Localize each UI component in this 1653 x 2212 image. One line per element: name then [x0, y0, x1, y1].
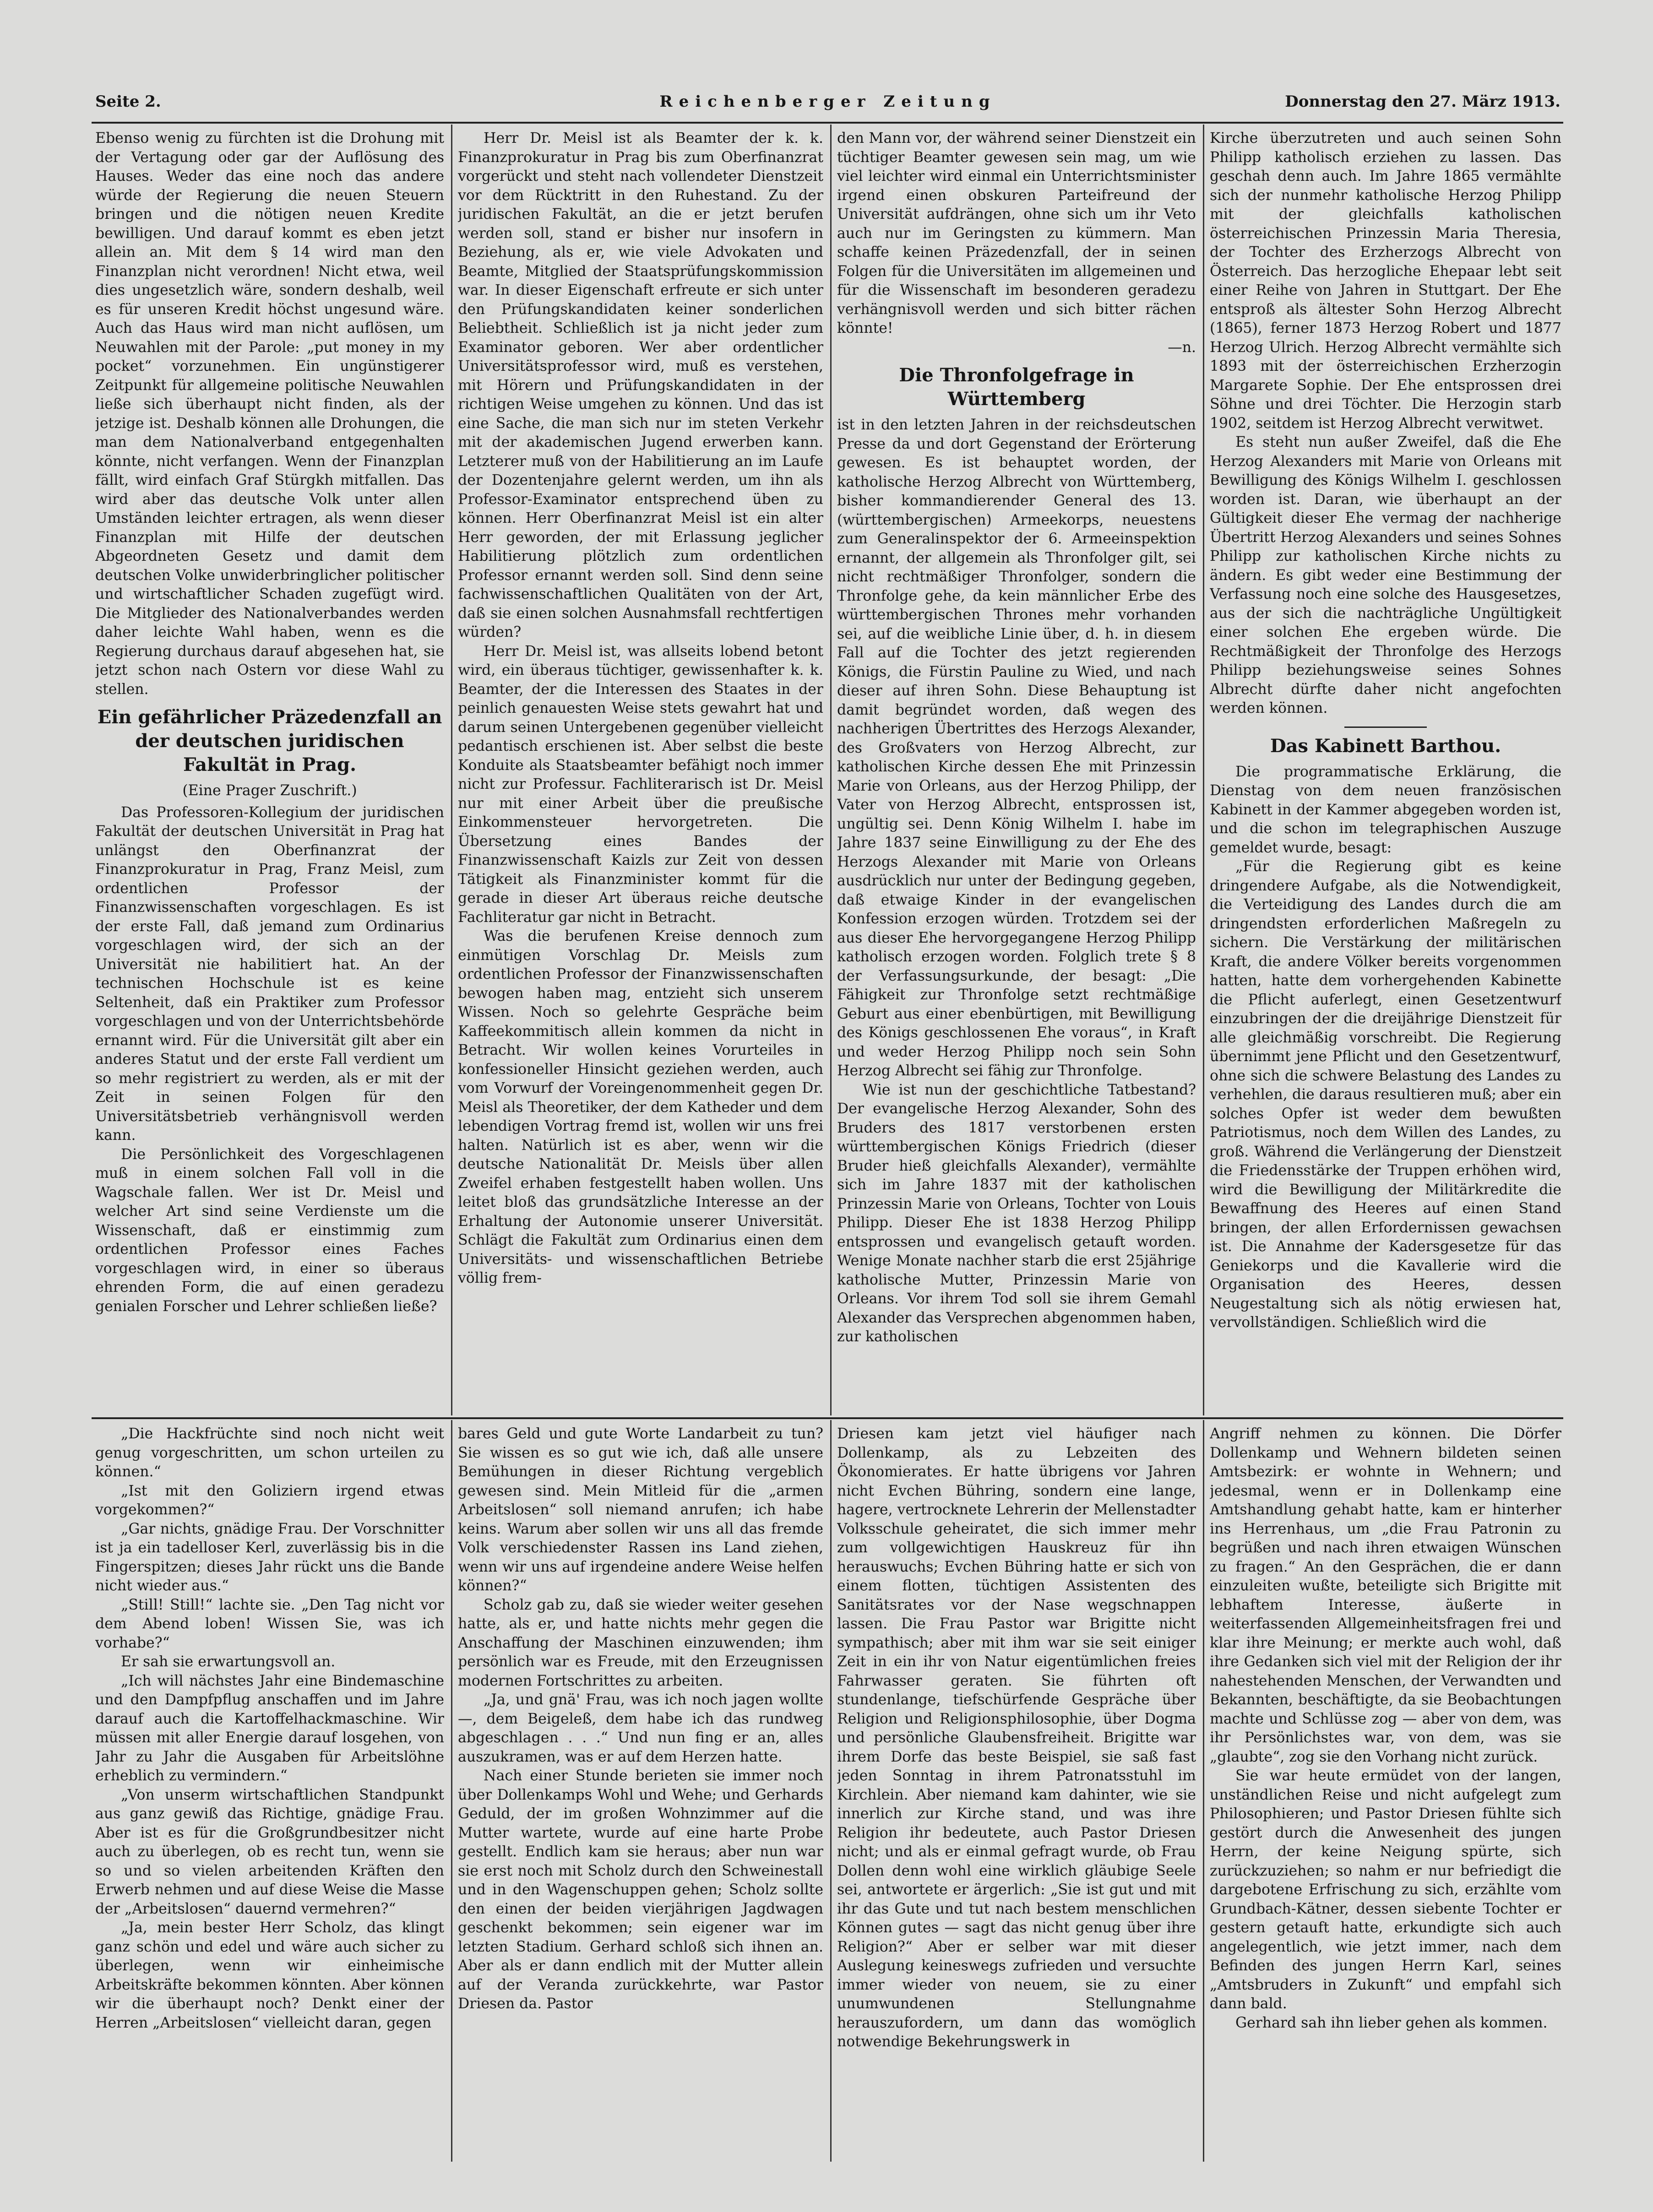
- paragraph: Die Persönlichkeit des Vorgeschlagenen muß in einem solchen Fall voll in die Wagschale fallen. Wer ist Dr. Meisl und welcher Art sind seine Verdienste um die Wissenschaft, daß er einstimmig zum ordentlichen Professor eines Faches vorgeschlagen wird, in einer so überaus ehrenden Form, die auf einen geradezu genialen Forscher und Lehrer schließen ließe?: [95, 1146, 444, 1315]
- paragraph: Ebenso wenig zu fürchten ist die Drohung mit der Vertagung oder gar der Auflösung des Hauses. Weder das eine noch das andere würde der Regierung die neuen Steuern bringen und die nötigen neuen Kredite bewilligen. Und darauf kommt es eben jetzt allein an. Mit dem § 14 wird man den Finanzplan nicht verordnen! Nicht etwa, weil dies ungesetzlich wäre, sondern deshalb, weil es für unseren Kredit höchst ungesund wäre. Auch das Haus wird man nicht auflösen, um Neuwahlen mit der Parole: „put money in my pocket“ vorzunehmen. Ein ungünstigerer Zeitpunkt für allgemeine politische Neuwahlen ließe sich überhaupt nicht finden, als der jetzige ist. Deshalb können alle Drohungen, die man dem Nationalverband entgegenhalten könnte, nicht verfangen. Wenn der Finanzplan fällt, wird einfach Graf Stürgkh mitfallen. Das wird aber das deutsche Volk unter allen Umständen leichter ertragen, als wenn dieser Finanzplan mit Hilfe der deutschen Abgeordneten Gesetz und damit dem deutschen Volke unwiderbringlicher politischer und wirtschaftlicher Schaden zugefügt wird. Die Mitglieder des Nationalverbandes werden daher leichte Wahl haben, wenn es die Regierung durchaus darauf abgesehen hat, sie jetzt schon nach Ostern vor diese Wahl zu stellen.: [95, 130, 444, 698]
- paragraph: „Still! Still!“ lachte sie. „Den Tag nicht vor dem Abend loben! Wissen Sie, was ich vorhabe?“: [95, 1596, 444, 1651]
- paragraph: Er sah sie erwartungsvoll an.: [121, 1654, 336, 1670]
- article-column-2: [458, 129, 823, 1414]
- paragraph: „Ist mit den Goliziern irgend etwas vorgekommen?“: [95, 1482, 444, 1518]
- section-rule: [1344, 726, 1427, 728]
- feuilleton-column-2: [458, 1425, 823, 2157]
- paragraph: Die programmatische Erklärung, die Dienstag von dem neuen französischen Kabinett in der Kammer abgegeben worden ist, und die schon im telegraphischen Auszuge gemeldet wurde, besagt:: [1210, 763, 1561, 856]
- paragraph: Driesen kam jetzt viel häufiger nach Dollenkamp, als zu Lebzeiten des Ökonomierates. Er hatte übrigens vor Jahren nicht Evchen Bühring, sondern eine lange, hagere, vertrocknete Lehrerin der Mellenstadter Volksschule geheiratet, die sich immer mehr zum vollgewichtigen Hauskreuz für ihn herauswuchs; Evchen Bühring hatte er sich von einem flotten, tüchtigen Assistenten des Sanitätsrates vor der Nase wegschnappen lassen. Die Frau Pastor war Brigitte nicht sympathisch; aber mit ihm war sie seit einiger Zeit in ein ihr von Natur eigentümlichen freies Fahrwasser geraten. Sie führten oft stundenlange, tiefschürfende Gespräche über Religion und Religionsphilosophie, über Dogma und persönliche Glaubensfreiheit. Brigitte war ihrem Dorfe das beste Beispiel, sie saß fast jeden Sonntag in ihrem Patronatsstuhl im Kirchlein. Aber niemand kam dahinter, wie sie innerlich zur Kirche stand, und was ihre Religion ihr bedeutete, auch Pastor Driesen nicht; und als er einmal gefragt wurde, ob Frau Dollen denn wohl eine wirklich gläubige Seele sei, antwortete er ärgerlich: „Sie ist gut und mit ihr das Gute und tut nach bestem menschlichen Können gutes — sagt das nicht genug über ihre Religion?“ Aber er selber war mit dieser Auslegung keineswegs zufrieden und versuchte immer wieder von neuem, sie zu einer unumwundenen Stellungnahme herauszufordern, um dann das womöglich notwendige Bekehrungswerk in: [837, 1426, 1196, 2050]
- header-rule: [92, 122, 1563, 124]
- paragraph: „Ich will nächstes Jahr eine Bindemaschine und den Dampfpflug anschaffen und im Jahre darauf auch die Kartoffelhackmaschine. Wir müssen mit aller Energie darauf losgehen, von Jahr zu Jahr die Ausgaben für Arbeitslöhne erheblich zu vermindern.“: [95, 1672, 444, 1784]
- paragraph: „Für die Regierung gibt es keine dringendere Aufgabe, als die Notwendigkeit, die Verteidigung des Landes durch die am dringendsten erforderlichen Maßregeln zu sichern. Die Verstärkung der militärischen Kraft, die andere Völker bereits vorgenommen hatten, hatte dem vorhergehenden Kabinette die Pflicht auferlegt, einen Gesetzentwurf einzubringen der die dreijährige Dienstzeit für alle gleichmäßig vorschreibt. Die Regierung übernimmt jene Pflicht und den Gesetzentwurf, ohne sich die schwere Belastung des Landes zu verhehlen, die daraus resultieren muß; aber ein solches Opfer ist weder dem bewußten Patriotismus, noch dem Willen des Landes, zu groß. Während die Verlängerung der Dienstzeit die Friedensstärke der Truppen erhöhen wird, wird die Bewilligung der Militärkredite die Bewaffnung des Heeres auf einen Stand bringen, der allen Erfordernissen gewachsen ist. Die Annahme der Kadersgesetze für das Geniekorps und die Kavallerie wird die Organisation des Heeres, dessen Neugestaltung sich als nötig erwiesen hat, vervollständigen. Schließlich wird die: [1210, 858, 1561, 1331]
- newspaper-title: Reichenberger Zeitung: [659, 92, 996, 111]
- paragraph: „Von unserm wirtschaftlichen Standpunkt aus ganz gewiß das Richtige, gnädige Frau. Aber ist es für die Großgrundbesitzer nicht auch zu überlegen, ob es recht tun, wenn sie so und so vielen arbeitenden Kräften den Erwerb nehmen und auf diese Weise die Masse der „Arbeitslosen“ dauernd vermehren?“: [95, 1786, 444, 1917]
- feuilleton-column-3: [837, 1425, 1196, 2157]
- paragraph: Was die berufenen Kreise dennoch zum einmütigen Vorschlag Dr. Meisls zum ordentlichen Professor der Finanzwissenschaften bewogen haben mag, entzieht sich unserem Wissen. Noch so gelehrte Gespräche beim Kaffeekommitisch allein kommen da nicht in Betracht. Wir wollen keines Vorurteiles in konfessioneller Hinsicht geziehen werden, auch vom Vorwurf der Voreingenommenheit gegen Dr. Meisl als Theoretiker, der dem Katheder und dem lebendigen Vortrag fremd ist, wollen wir uns frei halten. Natürlich ist es aber, wenn wir die deutsche Nationalität Dr. Meisls über allen Zweifel erhaben festgestellt haben wollen. Uns leitet bloß das grundsätzliche Interesse an der Erhaltung der Autonomie unserer Universität. Schlägt die Fakultät zum Ordinarius einen dem Universitäts- und wissenschaftlichen Betriebe völlig frem-: [458, 928, 823, 1286]
- article-column-1: [95, 129, 444, 1414]
- feuilleton-column-4: [1210, 1425, 1561, 2157]
- paragraph: Scholz gab zu, daß sie wieder weiter gesehen hatte, als er, und hatte nichts mehr gegen die Anschaffung der Maschinen einzuwenden; ihm persönlich war es Freude, mit den Erzeugnissen modernen Fortschrittes zu arbeiten.: [458, 1596, 823, 1689]
- paragraph: Nach einer Stunde berieten sie immer noch über Dollenkamps Wohl und Wehe; und Gerhards Geduld, der im großen Wohnzimmer auf die Mutter wartete, wurde auf eine harte Probe gestellt. Endlich kam sie heraus; aber nun war sie erst noch mit Scholz durch den Schweinestall und in den Wagenschuppen gehen; Scholz sollte den einen der beiden vierjährigen Jagdwagen geschenkt bekommen; sein eigener war im letzten Stadium. Gerhard schloß sich ihnen an. Aber als er dann endlich mit der Mutter allein auf der Veranda zurückkehrte, war Pastor Driesen da. Pastor: [458, 1767, 823, 2012]
- feuilleton-column-1: [95, 1425, 444, 2157]
- column-divider: [830, 1420, 832, 2162]
- paragraph: Kirche überzutreten und auch seinen Sohn Philipp katholisch erziehen zu lassen. Das geschah denn auch. Im Jahre 1865 vermählte sich der nunmehr katholische Herzog Philipp mit der gleichfalls katholischen österreichischen Prinzessin Maria Theresia, der Tochter des Erzherzogs Albrecht von Österreich. Das herzogliche Ehepaar lebt seit einer Reihe von Jahren in Stuttgart. Der Ehe entsproß als ältester Sohn Herzog Albrecht (1865), ferner 1873 Herzog Robert und 1877 Herzog Ulrich. Herzog Albrecht vermählte sich 1893 mit der österreichischen Erzherzogin Margarete Sophie. Der Ehe entsprossen drei Söhne und drei Töchter. Die Herzogin starb 1902, seitdem ist Herzog Albrecht verwitwet.: [1210, 130, 1561, 432]
- column-divider: [830, 125, 832, 1415]
- article-column-3: [837, 129, 1196, 1414]
- article-title: Das Kabinett Barthou.: [1270, 735, 1501, 757]
- paragraph: Sie war heute ermüdet von der langen, unständlichen Reise und nicht aufgelegt zum Philosophieren; und Pastor Driesen fühlte sich gestört durch die Anwesenheit des jungen Herrn, der keine Neigung spürte, sich zurückzuziehen; so nahm er nur befriedigt die dargebotene Erfrischung zu sich, erzählte vom Grundbach-Kätner, dessen siebente Tochter er gestern getauft hatte, erkundigte sich auch angelegentlich, wie jetzt immer, nach dem Befinden des jungen Herrn Karl, seines „Amtsbruders in Zukunft“ und empfahl sich dann bald.: [1210, 1767, 1561, 2012]
- paragraph: ist in den letzten Jahren in der reichsdeutschen Presse da und dort Gegenstand der Erörterung gewesen. Es ist behauptet worden, der katholische Herzog Albrecht von Württemberg, bisher kommandierender General des 13. (württembergischen) Armeekorps, neuestens zum Generalinspektor der 6. Armeeinspektion ernannt, der allgemein als Thronfolger gilt, sei nicht rechtmäßiger Thronfolger, sondern die Thronfolge gehe, da kein männlicher Erbe des württembergischen Thrones mehr vorhanden sei, auf die weibliche Linie über, d. h. in diesem Fall auf die Tochter des jetzt regierenden Königs, die Fürstin Pauline zu Wied, und nach dieser auf ihren Sohn. Diese Behauptung ist damit begründet worden, daß wegen des nachherigen Übertrittes des Herzogs Alexander, des Großvaters von Herzog Albrecht, zur katholischen Kirche dessen Ehe mit Prinzessin Marie von Orleans, aus der Herzog Philipp, der Vater von Herzog Albrecht, entsprossen ist, ungültig sei. Denn König Wilhelm I. habe im Jahre 1837 seine Einwilligung zu der Ehe des Herzogs Alexander mit Marie von Orleans ausdrücklich nur unter der Bedingung gegeben, daß etwaige Kinder in der evangelischen Konfession erzogen würden. Trotzdem sei der aus dieser Ehe hervorgegangene Herzog Philipp katholisch erzogen worden. Folglich trete § 8 der Verfassungsurkunde, der besagt: „Die Fähigkeit zur Thronfolge setzt rechtmäßige Geburt aus einer ebenbürtigen, mit Bewilligung des Königs geschlossenen Ehe voraus“, in Kraft und weder Herzog Philipp noch sein Sohn Herzog Albrecht sei fähig zur Thronfolge.: [837, 417, 1196, 1079]
- issue-date: Donnerstag den 27. März 1913.: [1285, 92, 1561, 111]
- paragraph: den Mann vor, der während seiner Dienstzeit ein tüchtiger Beamter gewesen sein mag, um wie viel leichter wird einmal ein Unterrichtsminister irgend einen obskuren Parteifreund der Universität aufdrängen, ohne sich um ihr Veto auch nur im Geringsten zu kümmern. Man schaffe keinen Präzedenzfall, der in seinen Folgen für die Universitäten im allgemeinen und für die Wissenschaft im besonderen geradezu verhängnisvoll werden und sich bitter rächen könnte!: [837, 130, 1196, 336]
- paragraph: Wie ist nun der geschichtliche Tatbestand? Der evangelische Herzog Alexander, Sohn des Bruders des 1817 verstorbenen ersten württembergischen Königs Friedrich (dieser Bruder hieß gleichfalls Alexander), vermählte sich im Jahre 1837 mit der katholischen Prinzessin Marie von Orleans, Tochter von Louis Philipp. Dieser Ehe ist 1838 Herzog Philipp entsprossen und evangelisch getauft worden. Wenige Monate nachher starb die erst 25jährige katholische Mutter, Prinzessin Marie von Orleans. Vor ihrem Tod soll sie ihrem Gemahl Alexander das Versprechen abgenommen haben, zur katholischen: [837, 1081, 1196, 1345]
- article-title: Die Thronfolgefrage in Württemberg: [899, 364, 1134, 410]
- feuilleton-rule: [92, 1417, 1563, 1419]
- paragraph: bares Geld und gute Worte Landarbeit zu tun? Sie wissen es so gut wie ich, daß alle unsere Bemühungen in dieser Richtung vergeblich gewesen sind. Mein Mitleid für die „armen Arbeitslosen“ soll niemand anrufen; ich habe keins. Warum aber sollen wir uns all das fremde Volk verschiedenster Rassen ins Land ziehen, wenn wir uns auf irgendeine andere Weise helfen können?“: [458, 1426, 823, 1594]
- column-divider: [1203, 1420, 1204, 2162]
- page-number: Seite 2.: [95, 92, 161, 111]
- author-signature: —n.: [1168, 339, 1196, 356]
- page-header: [95, 92, 1561, 120]
- paragraph: „Ja, mein bester Herr Scholz, das klingt ganz schön und edel und wäre auch sicher zu überlegen, wenn wir einheimische Arbeitskräfte bekommen könnten. Aber können wir die überhaupt noch? Denkt einer der Herren „Arbeitslosen“ vielleicht daran, gegen: [95, 1919, 444, 2031]
- paragraph: Gerhard sah ihn lieber gehen als kommen.: [1235, 2014, 1548, 2031]
- paragraph: Herr Dr. Meisl ist, was allseits lobend betont wird, ein überaus tüchtiger, gewissenhafter k. k. Beamter, der die Interessen des Staates in der peinlich genauesten Weise stets gewahrt hat und darum seinen Untergebenen gegenüber vielleicht pedantisch erschienen ist. Aber selbst die beste Konduite als Staatsbeamter befähigt noch immer nicht zur Professur. Fachliterarisch ist Dr. Meisl nur mit einer Arbeit über die preußische Einkommensteuer hervorgetreten. Die Übersetzung eines Bandes der Finanzwissenschaft Kaizls zur Zeit von dessen Tätigkeit als Finanzminister kommt für die gerade in dieser Art überaus reiche deutsche Fachliteratur gar nicht in Betracht.: [458, 643, 823, 926]
- paragraph: „Ja, und gnä' Frau, was ich noch jagen wollte —, dem Beigeleß, dem habe ich das rundweg abgeschlagen . . .“ Und nun fing er an, alles auszukramen, was er auf dem Herzen hatte.: [458, 1692, 823, 1765]
- article-subtitle: (Eine Prager Zuschrift.): [182, 782, 357, 799]
- article-column-4: [1210, 129, 1561, 1414]
- paragraph: „Gar nichts, gnädige Frau. Der Vorschnitter ist ja ein tadelloser Kerl, zuverlässig bis in die Fingerspitzen; dieses Jahr rückt uns die Bande nicht wieder aus.“: [95, 1520, 444, 1594]
- paragraph: Es steht nun außer Zweifel, daß die Ehe Herzog Alexanders mit Marie von Orleans mit Bewilligung des Königs Wilhelm I. geschlossen worden ist. Daran, wie überhaupt an der Gültigkeit dieser Ehe vermag der nachherige Übertritt Herzog Alexanders und seines Sohnes Philipp zur katholischen Kirche nichts zu ändern. Es gibt weder eine Bestimmung der Verfassung noch eine solche des Hausgesetzes, aus der sich die nachträgliche Ungültigkeit einer solchen Ehe ergeben würde. Die Rechtmäßigkeit der Thronfolge des Herzogs Philipp beziehungsweise seines Sohnes Albrecht dürfte daher nicht angefochten werden können.: [1210, 434, 1561, 716]
- column-divider: [451, 125, 452, 1415]
- paragraph: „Die Hackfrüchte sind noch nicht weit genug vorgeschritten, um schon urteilen zu können.“: [95, 1426, 444, 1480]
- column-divider: [1203, 125, 1204, 1415]
- paragraph: Das Professoren-Kollegium der juridischen Fakultät der deutschen Universität in Prag hat unlängst den Oberfinanzrat der Finanzprokuratur in Prag, Franz Meisl, zum ordentlichen Professor der Finanzwissenschaften vorgeschlagen. Es ist der erste Fall, daß jemand zum Ordinarius vorgeschlagen wird, der sich an der Universität nie habilitiert hat. An der technischen Hochschule ist es keine Seltenheit, daß ein Praktiker zum Professor vorgeschlagen und von der Unterrichtsbehörde ernannt wird. Für die Universität gilt aber ein anderes Statut und der erste Fall verdient um so mehr registriert zu werden, als er mit der Zeit in seinen Folgen für den Universitätsbetrieb verhängnisvoll werden kann.: [95, 804, 444, 1144]
- article-title: Ein gefährlicher Präzedenzfall an der deutschen juridischen Fakultät in Prag.: [97, 706, 442, 775]
- paragraph: Angriff nehmen zu können. Die Dörfer Dollenkamp und Wehnern bildeten seinen Amtsbezirk: er wohnte in Wehnern; und jedesmal, wenn er in Dollenkamp eine Amtshandlung gehabt hatte, kam er hinterher ins Herrenhaus, um „die Frau Patronin zu begrüßen und nach ihren etwaigen Wünschen zu fragen.“ An den Gesprächen, die er dann einzuleiten wußte, beteiligte sich Brigitte mit lebhaftem Interesse, äußerte in weiterfassenden Allgemeinheitsfragen frei und klar ihre Meinung; er merkte auch wohl, daß ihre Gedanken sich viel mit der Religion der ihr nahestehenden Menschen, der Verwandten und Bekannten, beschäftigte, da sie Beobachtungen machte und Schlüsse zog — aber von dem, was ihr Persönlichstes war, von dem, was sie „glaubte“, zog sie den Vorhang nicht zurück.: [1210, 1426, 1561, 1765]
- paragraph: Herr Dr. Meisl ist als Beamter der k. k. Finanzprokuratur in Prag bis zum Oberfinanzrat vorgerückt und steht nach vollendeter Dienstzeit vor dem Rücktritt in den Ruhestand. Zu der juridischen Fakultät, an die er jetzt berufen werden soll, stand er bisher nur insofern in Beziehung, als er, wie viele Advokaten und Beamte, Mitglied der Staatsprüfungskommission war. In dieser Eigenschaft erfreute er sich unter den Prüfungskandidaten keiner sonderlichen Beliebtheit. Schließlich ist ja nicht jeder zum Examinator geboren. Wer aber ordentlicher Universitätsprofessor wird, muß es verstehen, mit Hörern und Prüfungskandidaten in der richtigen Weise umgehen zu können. Und das ist eine Sache, die man sich nur im steten Verkehr mit der akademischen Jugend erwerben kann. Letzterer muß von der Habilitierung an im Laufe der Dozentenjahre gelernt werden, um ihn als Professor-Examinator entsprechend üben zu können. Herr Oberfinanzrat Meisl ist ein alter Herr geworden, der mit Erlassung jeglicher Habilitierung plötzlich zum ordentlichen Professor ernannt werden soll. Sind denn seine fachwissenschaftlichen Qualitäten von der Art, daß sie einen solchen Ausnahmsfall rechtfertigen würden?: [458, 130, 823, 640]
- column-divider: [451, 1420, 452, 2162]
